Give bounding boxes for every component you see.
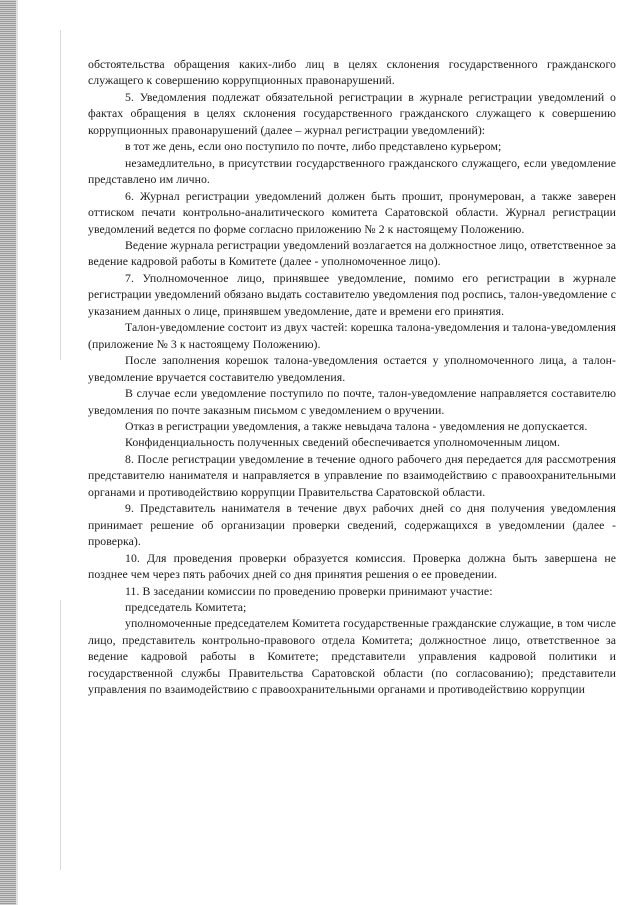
- paragraph-clause-5: 5. Уведомления подлежат обязательной регистрации в журнале регистрации уведомлений о фактах обращения в целях склонения государственного гражданского служащего к совершению коррупционных правонарушений (далее – журнал регистрации уведомлений):: [88, 89, 616, 137]
- paragraph-continuation: обстоятельства обращения каких-либо лиц в целях склонения государственного гражданского служащего к совершению коррупционных правонарушений.: [88, 57, 616, 88]
- scan-perforated-edge: [0, 0, 16, 905]
- paragraph-clause-7-parts: Талон-уведомление состоит из двух частей: корешка талона-уведомления и талона-уведомления (приложение № 3 к настоящему Положению).: [88, 320, 616, 351]
- paragraph-clause-7-confidentiality: Конфиденциальность полученных сведений обеспечивается уполномоченным лицом.: [125, 435, 560, 450]
- paragraph-clause-7-stub: После заполнения корешок талона-уведомления остается у уполномоченного лица, а талон-уведомление вручается составителю уведомления.: [88, 353, 616, 384]
- scan-margin-line: [60, 600, 61, 870]
- paragraph-clause-9: 9. Представитель нанимателя в течение двух рабочих дней со дня получения уведомления принимает решение об организации проверки сведений, содержащихся в уведомлении (далее - проверка).: [88, 501, 616, 549]
- paragraph-clause-7-refusal: Отказ в регистрации уведомления, а также невыдача талона - уведомления не допускается.: [125, 418, 588, 433]
- paragraph-clause-10: 10. Для проведения проверки образуется комиссия. Проверка должна быть завершена не позднее чем через пять рабочих дней со дня принятия решения о ее проведении.: [88, 550, 616, 582]
- paragraph-clause-11-members: уполномоченные председателем Комитета государственные гражданские служащие, в том числе лицо, представитель контрольно-правового отдела Комитета; должностное лицо, ответственное за ведение кадровой работы в Комитете; представители управления кадровой политики и государственной службы Правительства Саратовской области (по согласованию); представители управления по взаимодействию с правоохранительными органами и противодействию коррупции: [88, 616, 616, 697]
- paragraph-clause-5-item-1: в тот же день, если оно поступило по почте, либо представлено курьером;: [125, 139, 502, 154]
- document-page: [88, 56, 616, 698]
- paragraph-clause-7: 7. Уполномоченное лицо, принявшее уведомление, помимо его регистрации в журнале регистрации уведомлений обязано выдать составителю уведомления под роспись, талон-уведомление с указанием данных о лице, принявшем уведомление, дате и времени его принятия.: [88, 270, 616, 318]
- paragraph-clause-11-chair: председатель Комитета;: [125, 599, 247, 614]
- paragraph-clause-6: 6. Журнал регистрации уведомлений должен быть прошит, пронумерован, а также заверен оттиском печати контрольно-аналитического комитета Саратовской области. Журнал регистрации уведомлений ведется по форме согласно приложению № 2 к настоящему Положению.: [88, 188, 616, 236]
- paragraph-clause-5-item-2: незамедлительно, в присутствии государственного гражданского служащего, если уведомление представлено им лично.: [88, 155, 616, 187]
- paragraph-clause-6-responsible: Ведение журнала регистрации уведомлений возлагается на должностное лицо, ответственное за ведение кадровой работы в Комитете (далее - уполномоченное лицо).: [88, 237, 616, 269]
- paragraph-clause-8: 8. После регистрации уведомление в течение одного рабочего дня передается для рассмотрения представителю нанимателя и направляется в управление по взаимодействию с правоохранительными органами и противодействию коррупции Правительства Саратовской области.: [88, 451, 616, 499]
- paragraph-clause-7-mail: В случае если уведомление поступило по почте, талон-уведомление направляется составителю уведомления по почте заказным письмом с уведомлением о вручении.: [88, 386, 616, 417]
- scan-margin-line: [60, 30, 61, 360]
- paragraph-clause-11: 11. В заседании комиссии по проведению проверки принимают участие:: [125, 583, 493, 598]
